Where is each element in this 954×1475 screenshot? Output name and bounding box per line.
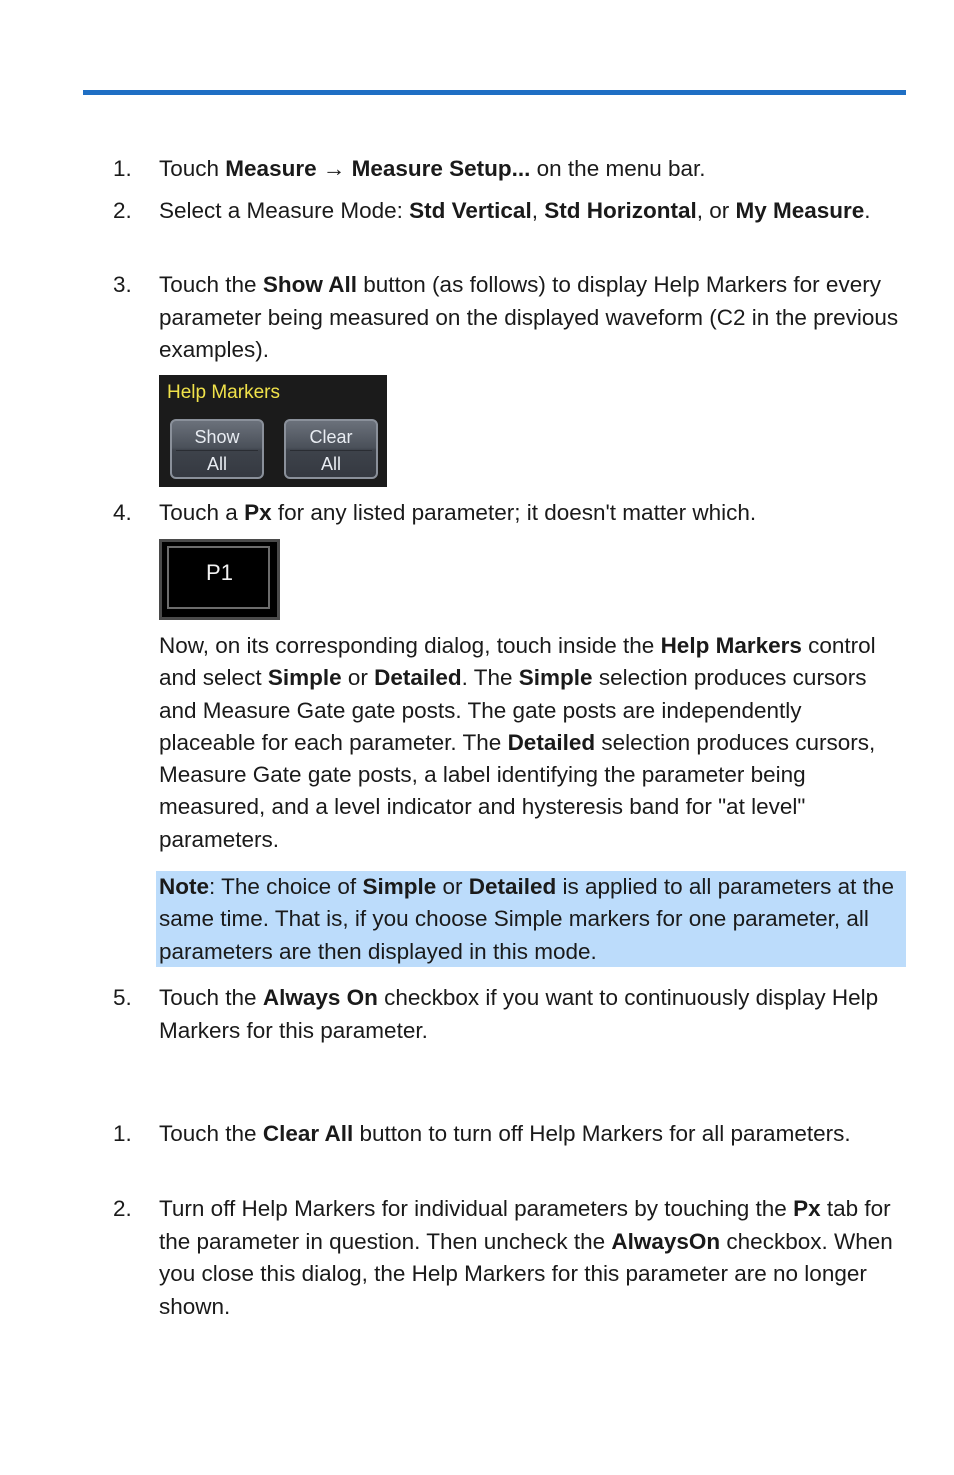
help-markers-panel xyxy=(159,375,387,487)
step-number: 2. xyxy=(113,1196,132,1221)
step-number: 5. xyxy=(113,985,132,1010)
step-number: 3. xyxy=(113,272,132,297)
clear-all-button[interactable] xyxy=(284,419,378,479)
step-number: 1. xyxy=(113,1121,132,1146)
step-text: Touch the Show All button (as follows) to display Help Markers for every parameter being measured on the displayed waveform (C2 in the previous examples). xyxy=(159,272,899,362)
step-4-detail: Now, on its corresponding dialog, touch inside the Help Markers control and select Simple or Detailed. The Simple selection produces cursors and Measure Gate gate posts. The gate posts are independently placeable for each parameter. The Detailed selection produces cursors, Measure Gate gate posts, a label identifying the parameter being measured, and a level indicator and hysteresis band for "at level" parameters. xyxy=(159,633,876,852)
step-text: Touch a Px for any listed parameter; it doesn't matter which. xyxy=(159,500,757,525)
step-text: Touch Measure → Measure Setup... on the menu bar. xyxy=(159,156,706,181)
step-text: Touch the Clear All button to turn off Help Markers for all parameters. xyxy=(159,1121,851,1146)
step-number: 2. xyxy=(113,198,132,223)
clear-all-label-1: Clear xyxy=(309,427,353,447)
show-all-label-2: All xyxy=(206,454,227,474)
step-number: 4. xyxy=(113,500,132,525)
step-text: Touch the Always On checkbox if you want to continuously display Help Markers for this parameter. xyxy=(159,985,879,1043)
note-box: Note: The choice of Simple or Detailed is applied to all parameters at the same time. That is, if you choose Simple markers for one parameter, all parameters are then displayed in this mode. xyxy=(156,871,906,967)
help-markers-title: Help Markers xyxy=(167,382,280,403)
clear-all-label-2: All xyxy=(320,454,341,474)
show-all-label-1: Show xyxy=(194,427,240,447)
header-rule xyxy=(83,90,906,95)
show-all-button[interactable] xyxy=(170,419,264,479)
step-number: 1. xyxy=(113,156,132,181)
p1-tab-label: P1 xyxy=(206,560,233,585)
p1-tab[interactable] xyxy=(159,539,280,620)
step-text: Turn off Help Markers for individual parameters by touching the Px tab for the parameter in question. Then uncheck the AlwaysOn checkbox. When you close this dialog, the Help Markers for this parameter are no longer shown. xyxy=(159,1196,893,1319)
step-text: Select a Measure Mode: Std Vertical, Std Horizontal, or My Measure. xyxy=(159,198,871,223)
